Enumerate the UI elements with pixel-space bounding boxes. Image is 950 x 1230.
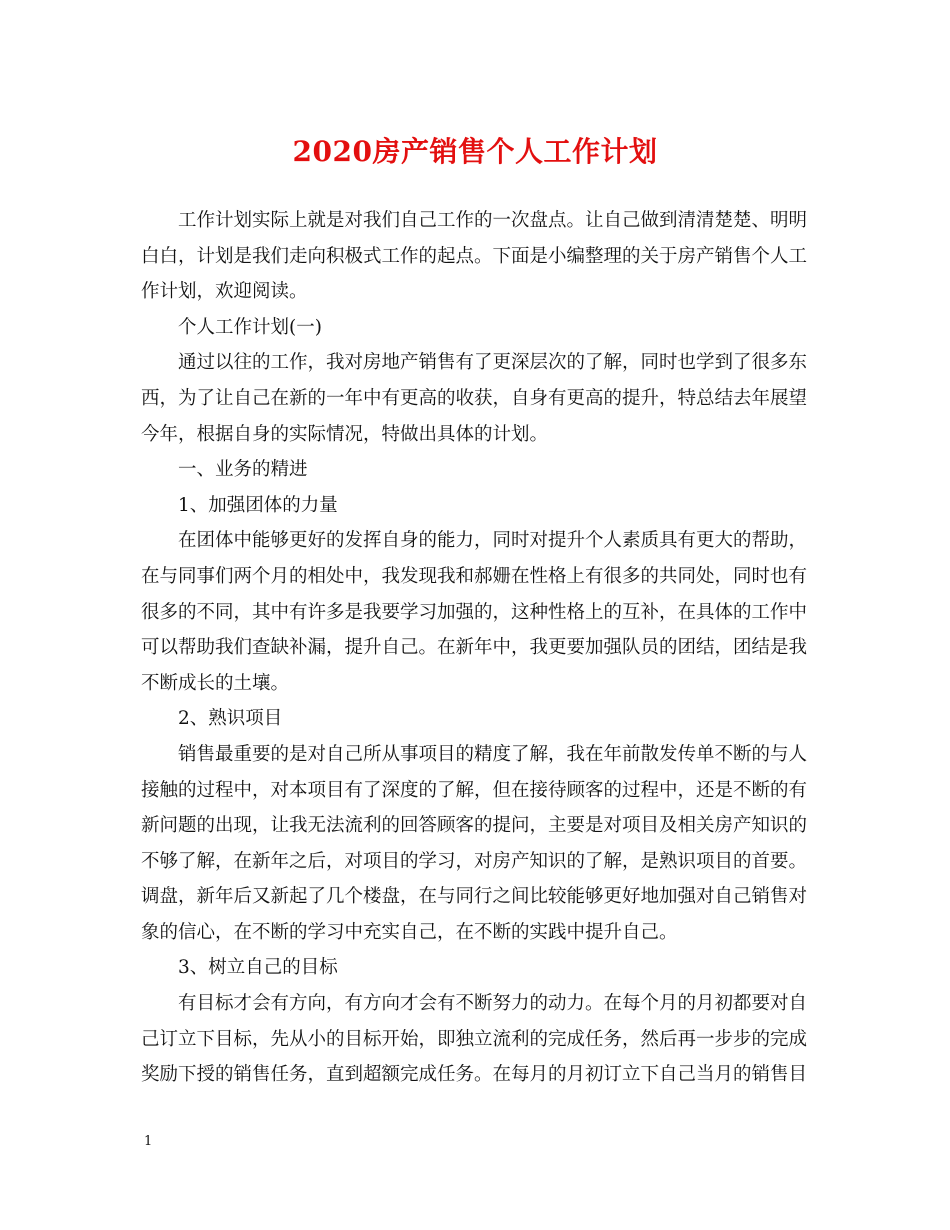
- section-heading-plan-one: 个人工作计划(一): [178, 316, 322, 338]
- subheading-set-goals: 3、树立自己的目标: [178, 957, 338, 979]
- paragraph-overview: 通过以往的工作，我对房地产销售有了更深层次的了解，同时也学到了很多东西，为了让自己在新的一年中有更高的收获，自身有更高的提升，特总结去年展望今年，根据自身的实际情况，特做出具体的计划。: [141, 352, 808, 445]
- section-heading-business: 一、业务的精进: [178, 459, 308, 481]
- paragraph-team-strength: 在团体中能够更好的发挥自身的能力，同时对提升个人素质具有更大的帮助，在与同事们两个月的相处中，我发现我和郝姗在性格上有很多的共同处，同时也有很多的不同，其中有许多是我要学习加强的，这种性格上的互补，在具体的工作中可以帮助我们查缺补漏，提升自己。在新年中，我更要加强队员的团结，团结是我不断成长的土壤。: [141, 530, 808, 694]
- page-number: 1: [144, 1134, 153, 1149]
- paragraph-know-project: 销售最重要的是对自己所从事项目的精度了解，我在年前散发传单不断的与人接触的过程中，对本项目有了深度的了解，但在接待顾客的过程中，还是不断的有新问题的出现，让我无法流利的回答顾客的提问，主要是对项目及相关房产知识的不够了解，在新年之后，对项目的学习，对房产知识的了解，是熟识项目的首要。调盘，新年后又新起了几个楼盘，在与同行之间比较能够更好地加强对自己销售对象的信心，在不断的学习中充实自己，在不断的实践中提升自己。: [141, 743, 808, 943]
- intro-paragraph: 工作计划实际上就是对我们自己工作的一次盘点。让自己做到清清楚楚、明明白白，计划是我们走向积极式工作的起点。下面是小编整理的关于房产销售个人工作计划，欢迎阅读。: [141, 210, 808, 303]
- document-title: 2020房产销售个人工作计划: [292, 135, 658, 168]
- subheading-team-strength: 1、加强团体的力量: [178, 494, 338, 516]
- document-body: [141, 203, 807, 1093]
- subheading-know-project: 2、熟识项目: [178, 708, 283, 730]
- paragraph-set-goals: 有目标才会有方向，有方向才会有不断努力的动力。在每个月的月初都要对自己订立下目标，先从小的目标开始，即独立流利的完成任务，然后再一步步的完成奖励下授的销售任务，直到超额完成任务。在每月的月初订立下自己当月的销售目: [141, 993, 808, 1086]
